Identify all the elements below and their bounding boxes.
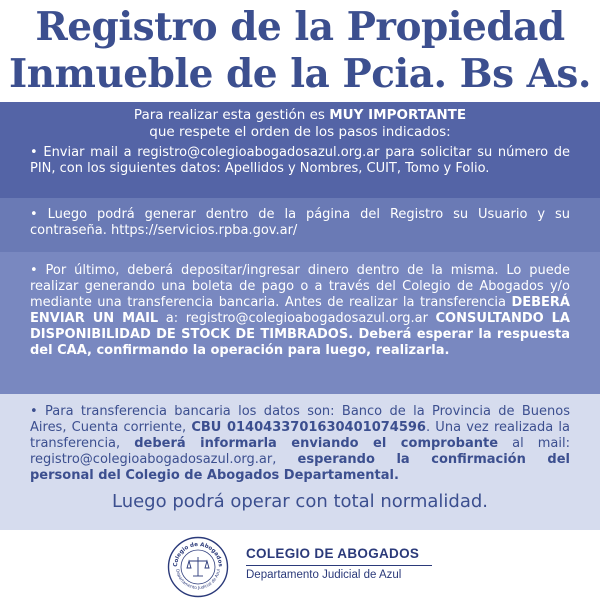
title-line-2: Inmueble de la Pcia. Bs As. — [9, 51, 591, 97]
org-subtitle: Departamento Judicial de Azul — [246, 569, 402, 581]
seal-top-text: Colegio de Abogados — [172, 541, 224, 568]
step-1-text: • Enviar mail a registro@colegioabogadosazul.org.ar para solicitar su número de PIN, con los siguientes datos: Apellidos y Nombres, CUIT, Tomo y Folio. — [30, 145, 570, 176]
org-divider — [246, 565, 432, 566]
title-line-1: Registro de la Propiedad — [35, 4, 565, 50]
step-3-band — [0, 252, 600, 394]
important-label: MUY IMPORTANTE — [329, 107, 467, 123]
intro-band — [0, 102, 600, 198]
closing-line: Luego podrá operar con total normalidad. — [111, 491, 489, 512]
step-2-band — [0, 198, 600, 252]
cbu-number: CBU 0140433701630401074596 — [191, 420, 426, 435]
org-name: COLEGIO DE ABOGADOS — [246, 546, 420, 561]
step-4-text: • Para transferencia bancaria los datos son: Banco de la Provincia de Buenos Aires, Cuenta corriente, CBU 0140433701630401074596. Una vez realizada la transferencia, deberá informarla enviando el comprobante al mail: registro@colegioabogadosazul.org.ar, esperando la confirmación del personal del Colegio de Abogados Departamental. — [30, 404, 571, 483]
step-2-text: • Luego podrá generar dentro de la página del Registro su Usuario y su contraseña. https://servicios.rpba.gov.ar/ — [30, 207, 570, 238]
colegio-seal-logo — [167, 536, 229, 598]
seal-bottom-text: Departamento Judicial de Azul — [175, 568, 221, 591]
step-3-text: • Por último, deberá depositar/ingresar dinero dentro de la misma. Lo puede realizar generando una boleta de pago o a través del Colegio de Abogados y/o mediante una transferencia bancaria. Antes de realizar la transferencia DEBERÁ ENVIAR UN MAIL a: registro@colegioabogadosazul.org.ar CONSULTANDO LA DISPONIBILIDAD DE STOCK DE TIMBRADOS. Deberá esperar la respuesta del CAA, confirmando la operación para luego, realizarla. — [30, 263, 570, 358]
page-title — [0, 4, 600, 98]
step-4-band — [0, 394, 600, 530]
intro-text: Para realizar esta gestión es MUY IMPORTANTE que respete el orden de los pasos indicados: — [133, 107, 467, 140]
